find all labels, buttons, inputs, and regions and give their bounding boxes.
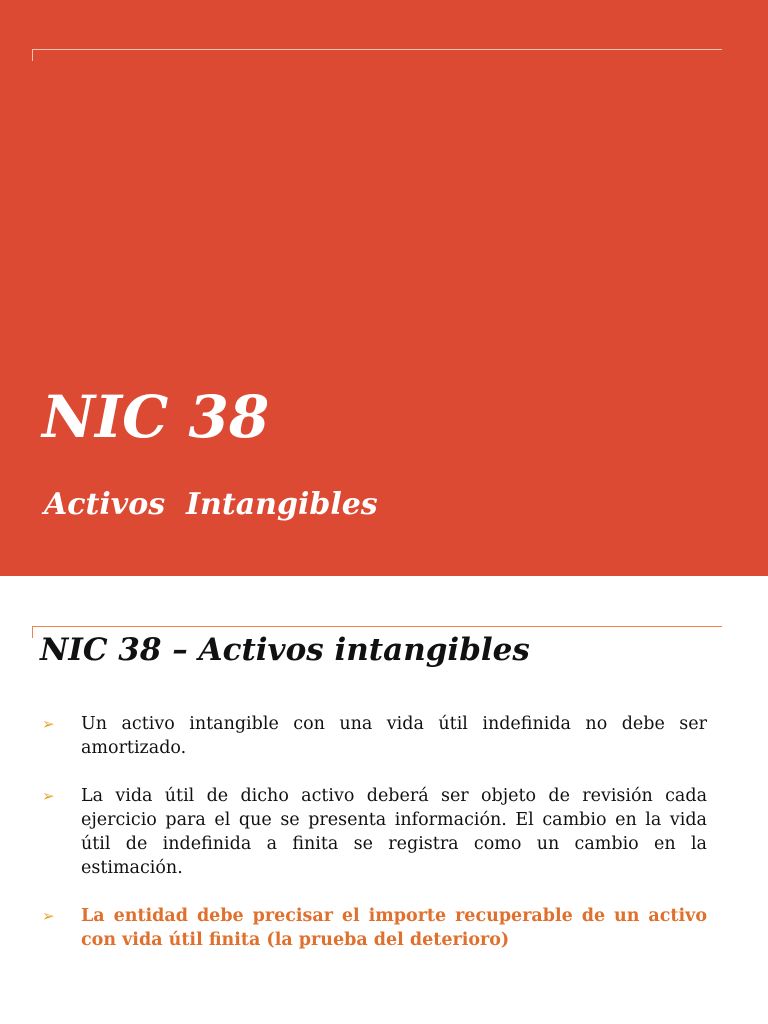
slide-title: NIC 38 <box>42 383 270 451</box>
bullet-text: Un activo intangible con una vida útil indefinida no debe ser amortizado. <box>81 714 707 758</box>
slide-subtitle: Activos Intangibles <box>44 487 378 522</box>
decorative-corner-line <box>32 49 722 61</box>
bullet-list <box>40 712 707 976</box>
list-item <box>40 712 707 760</box>
bullet-text: La vida útil de dicho activo deberá ser objeto de revisión cada ejercicio para el que se presenta información. El cambio en la vida útil de indefinida a finita se registra como un cambio en la estimación. <box>81 786 707 878</box>
list-item <box>40 904 707 952</box>
content-title: NIC 38 – Activos intangibles <box>40 632 530 668</box>
arrow-bullet-icon: ➢ <box>42 907 55 925</box>
bullet-text-highlighted: La entidad debe precisar el importe recuperable de un activo con vida útil finita (la prueba del deterioro) <box>81 906 707 950</box>
arrow-bullet-icon: ➢ <box>42 715 55 733</box>
arrow-bullet-icon: ➢ <box>42 787 55 805</box>
content-slide <box>0 576 768 1024</box>
list-item <box>40 784 707 880</box>
